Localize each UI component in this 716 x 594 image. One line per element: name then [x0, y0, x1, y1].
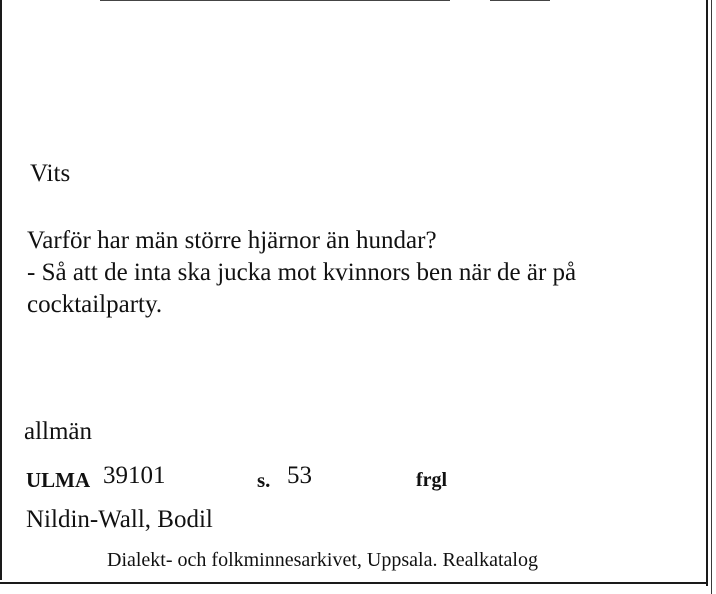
card-top-edge-fragment: [490, 0, 550, 1]
archive-code: ULMA: [26, 468, 91, 492]
archive-footer: Dialekt- och folkminnesarkivet, Uppsala. Realkatalog: [107, 549, 538, 571]
record-number: 39101: [103, 462, 166, 489]
body-line-answer-continued: cocktailparty.: [27, 291, 163, 318]
card-category: Vits: [30, 160, 71, 187]
recorder-name: Nildin-Wall, Bodil: [26, 506, 213, 533]
card-right-edge-shadow: [711, 0, 712, 594]
page-number: 53: [287, 462, 312, 489]
form-code: frgl: [416, 469, 448, 491]
card-bottom-edge: [0, 582, 708, 584]
card-region: allmän: [24, 418, 93, 445]
body-line-question: Varför har män större hjärnor än hundar?: [27, 227, 437, 254]
card-top-edge: [100, 0, 450, 1]
page-label: s.: [257, 468, 271, 492]
card-right-edge: [706, 0, 708, 586]
card-left-edge: [0, 0, 2, 580]
card-body-text: [27, 225, 687, 321]
body-line-answer: - Så att de inta ska jucka mot kvinnors ben när de är på: [27, 259, 577, 286]
